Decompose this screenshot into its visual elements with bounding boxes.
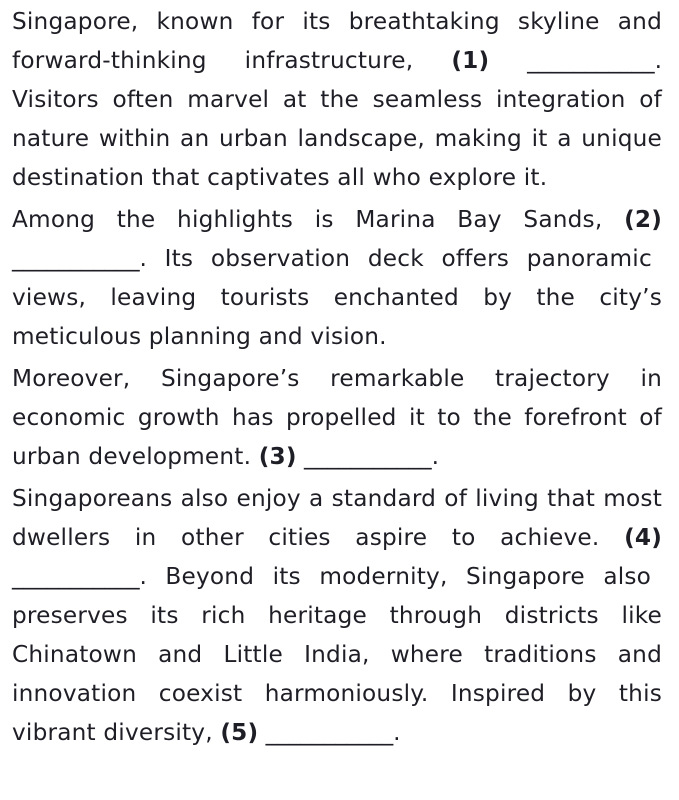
answer-blank-3[interactable]: ___________.: [296, 443, 439, 470]
answer-blank-2[interactable]: ___________.: [12, 245, 147, 272]
blank-label-4: (4): [624, 524, 662, 551]
paragraph-1-continuation: Visitors often marvel at the seamless integration of nature within an urban landscape, making it a unique destination that captivates all who explore it.: [12, 86, 662, 191]
paragraph-4-text: Singaporeans also enjoy a standard of living that most dwellers in other cities aspire to achieve.: [12, 485, 662, 551]
answer-blank-1[interactable]: ___________.: [489, 47, 662, 74]
answer-blank-5[interactable]: ___________.: [258, 719, 401, 746]
paragraph-2: [12, 200, 662, 356]
paragraph-3: [12, 359, 662, 476]
blank-label-5: (5): [220, 719, 259, 746]
paragraph-2-continuation: Its observation deck offers panoramic views, leaving tourists enchanted by the city’s meticulous planning and vision.: [12, 245, 662, 350]
blank-label-1: (1): [451, 47, 490, 74]
answer-blank-4[interactable]: ___________.: [12, 563, 147, 590]
paragraph-1: [12, 2, 662, 197]
paragraph-4: [12, 479, 662, 752]
blank-label-2: (2): [624, 206, 662, 233]
paragraph-3-text: Moreover, Singapore’s remarkable trajectory in economic growth has propelled it to the forefront of urban development.: [12, 365, 662, 470]
paragraph-2-text: Among the highlights is Marina Bay Sands,: [12, 206, 625, 233]
paragraph-4-continuation: Beyond its modernity, Singapore also preserves its rich heritage through districts like Chinatown and Little India, where traditions and innovation coexist harmoniously. Inspired by this vibrant diversity,: [12, 563, 662, 746]
blank-label-3: (3): [258, 443, 297, 470]
document-body: [12, 2, 662, 755]
paragraph-1-text: Singapore, known for its breathtaking skyline and forward-thinking infrastructure,: [12, 8, 662, 74]
